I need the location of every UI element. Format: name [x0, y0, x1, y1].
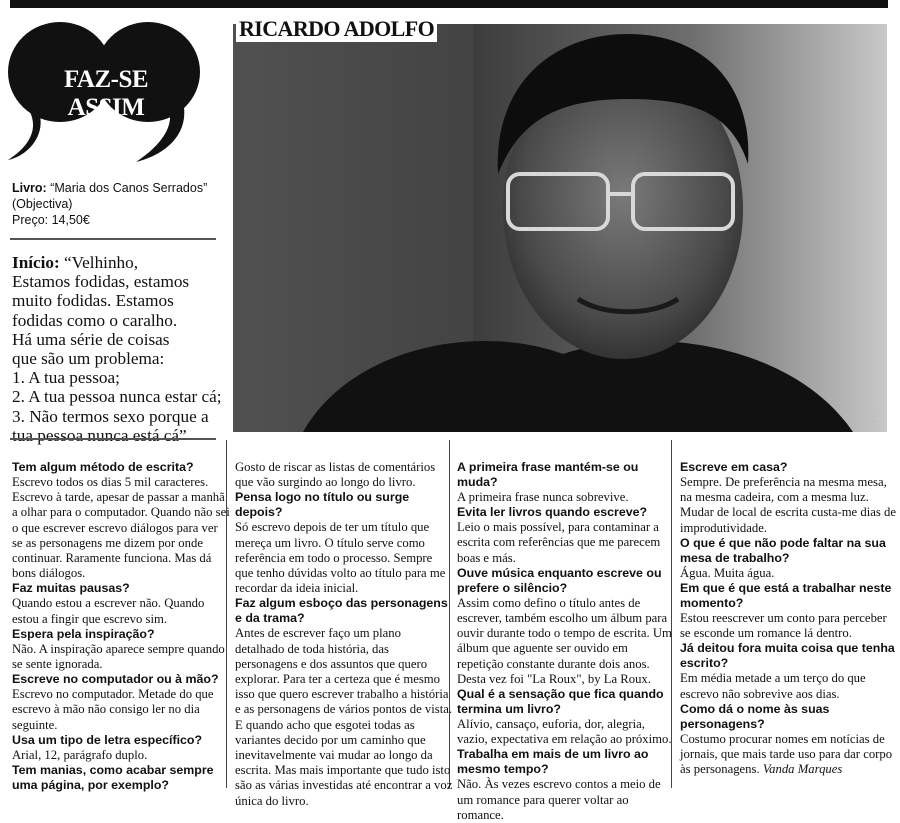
interview-question: Tem manias, como acabar sempre uma página, por exemplo? — [12, 763, 214, 793]
book-info — [12, 180, 217, 228]
interview-answer: A primeira frase nunca sobrevive. — [457, 490, 629, 504]
interview-question: Como dá o nome às suas personagens? — [680, 701, 830, 731]
divider-rule — [10, 238, 216, 240]
top-rule — [10, 0, 888, 8]
divider-rule — [10, 438, 216, 440]
interview-answer: Não. A inspiração aparece sempre quando se sente ignorada. — [12, 641, 225, 672]
opening-line: que são um problema: — [12, 349, 165, 369]
interview-question: Faz algum esboço das personagens e da trama? — [235, 596, 448, 626]
opening-line: 2. A tua pessoa nunca estar cá; — [12, 387, 222, 407]
section-label: FAZ-SE ASSIM — [63, 66, 149, 121]
book-price: Preço: 14,50€ — [12, 213, 90, 227]
interview-answer: Arial, 12, parágrafo duplo. — [12, 747, 148, 762]
interview-answer: Não. Às vezes escrevo contos a meio de um romance para querer voltar ao romance. — [457, 777, 661, 822]
interview-question: Trabalha em mais de um livro ao mesmo tempo? — [457, 747, 649, 777]
interview-question: Escreve no computador ou à mão? — [12, 672, 219, 687]
interview-question: Evita ler livros quando escreve? — [457, 505, 648, 520]
photo-credit: D.R. — [869, 412, 878, 428]
interview-question: O que é que não pode faltar na sua mesa de trabalho? — [680, 535, 886, 565]
interview-answer — [680, 732, 898, 778]
opening-line: “Velhinho, — [64, 253, 139, 272]
interview-answer: Sempre. De preferência na mesma mesa, na mesma cadeira, com a mesma luz. Mudar de local de escrita custa-me dias de improdutividade. — [680, 475, 896, 535]
interview-answer: Estou reescrever um conto para perceber se esconde um romance lá dentro. — [680, 611, 887, 641]
article-column-1 — [12, 460, 230, 793]
interview-answer: Gosto de riscar as listas de comentários que vão surgindo ao longo do livro. — [235, 460, 436, 490]
interview-question: Escreve em casa? — [680, 460, 788, 474]
opening-label: Início: — [12, 253, 60, 272]
interview-answer: Assim como defino o título antes de escrever, também escolho um álbum para ouvir durante todo o tempo de escrita. Um álbum que aguente ser ouvido em repetição constante durante dois anos. Desta vez foi "La Roux", by La Roux. — [457, 595, 672, 686]
article-column-2 — [235, 460, 453, 809]
interview-answer: Em média metade a um terço do que escrevo não sobrevive aos dias. — [680, 671, 866, 701]
interview-question: Qual é a sensação que fica quando termina um livro? — [457, 687, 664, 717]
interview-question: Em que é que está a trabalhar neste momento? — [680, 581, 892, 611]
opening-line: 3. Não termos sexo porque a — [12, 406, 209, 426]
interview-answer: Escrevo todos os dias 5 mil caracteres. Escrevo à tarde, apesar de passar a manhã a olhar para o computador. Quando não sei o que escrever escrevo diálogos para ver se as personagens me dizem por onde continuar. Raramente funciona. Mas dá bons diálogos. — [12, 475, 230, 581]
interview-question: Faz muitas pausas? — [12, 581, 130, 596]
opening-line: Há uma série de coisas — [12, 329, 170, 349]
opening-line: tua pessoa nunca está cá” — [12, 425, 187, 445]
interview-answer: Leio o mais possível, para contaminar a escrita com referências que me parecem boas e más. — [457, 520, 661, 565]
author-photo — [233, 24, 887, 432]
opening-line: fodidas como o caralho. — [12, 310, 178, 330]
book-publisher: (Objectiva) — [12, 197, 73, 211]
opening-line: muito fodidas. Estamos — [12, 291, 174, 311]
book-title: “Maria dos Canos Serrados” — [50, 181, 208, 195]
interview-question: Usa um tipo de letra específico? — [12, 732, 203, 747]
opening-line: Estamos fodidas, estamos — [12, 272, 190, 292]
interview-question: Tem algum método de escrita? — [12, 460, 194, 474]
opening-excerpt — [12, 253, 222, 445]
interview-question: Ouve música enquanto escreve ou prefere o silêncio? — [457, 565, 662, 595]
interview-question: Pensa logo no título ou surge depois? — [235, 490, 410, 520]
interview-answer: Só escrevo depois de ter um título que mereça um livro. O título serve como referência em todo o processo. Sempre que tenho dúvidas volto ao título para me recordar da ideia inicial. — [235, 520, 446, 596]
interview-answer: Quando estou a escrever não. Quando estou a fingir que escrevo sim. — [12, 596, 205, 626]
interview-question: A primeira frase mantém-se ou muda? — [457, 460, 639, 489]
book-label: Livro: — [12, 181, 47, 195]
interview-answer: Antes de escrever faço um plano detalhado de toda história, das personagens e dos assuntos que quero explorar. Para ter a certeza que é mesmo isso que quero escrever trabalho a história e as personagens de vários pontos de vista. E quando acho que esgotei todas as variantes decido por um caminho que inevitavelmente vai mudar ao longo da escrita. Mas mais importante que tudo isto são as várias investidas até encontrar a voz única do livro. — [235, 626, 453, 808]
interview-question: Espera pela inspiração? — [12, 626, 155, 641]
byline: Vanda Marques — [762, 762, 843, 777]
interview-question: Já deitou fora muita coisa que tenha escrito? — [680, 641, 895, 671]
opening-line: 1. A tua pessoa; — [12, 368, 120, 388]
interview-answer: Escrevo no computador. Metade do que escrevo à mão não consigo ler no dia seguinte. — [12, 687, 214, 732]
author-name: RICARDO ADOLFO — [236, 16, 437, 42]
interview-answer: Água. Muita água. — [680, 565, 775, 580]
article-column-3 — [457, 460, 675, 823]
article-column-4 — [680, 460, 898, 777]
answer-text: Costumo procurar nomes em notícias de jornais, que mais tarde uso para dar corpo às personagens. — [680, 731, 893, 777]
interview-answer: Alívio, cansaço, euforia, dor, alegria, vazio, expectativa em relação ao próximo. — [457, 717, 672, 747]
